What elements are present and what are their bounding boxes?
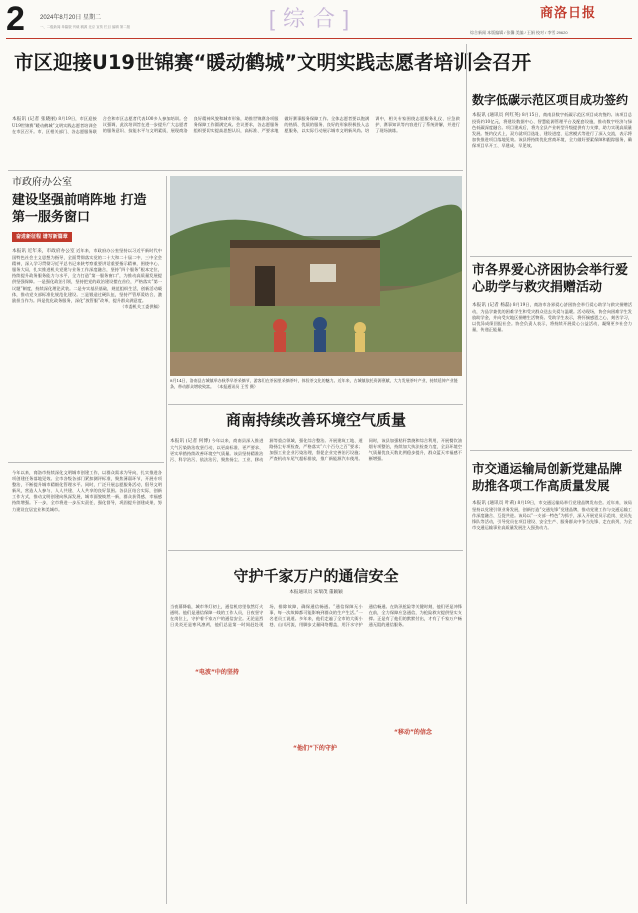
right2-body (472, 302, 632, 444)
photo-illustration (170, 176, 462, 376)
right3-byline: 本报讯 (通讯员 叶莉) (472, 501, 517, 506)
air-text: 今年以来，商南县深入推进大气污染防治攻坚行动，以更高标准、更严要求、更实举措持续改善环境空气质量。该县坚持精准治污、科学治污、依法治污，聚焦扬尘、工业、移动源等重点领域，强化综合整治。开展建筑工地、道路扬尘专项检查，严格落实“六个百分之百”要求；加强工业企业污染治理，督促企业完善治污设施；严查机动车尾气超标排放，推广新能源汽车使用。同时，该县加强秸秆禁烧和综合利用，开展餐饮油烟专项整治，持续加大执法检查力度，全县环境空气质量优良天数比例稳步提升，群众蓝天幸福感不断增强。 (170, 438, 462, 463)
left-bottom-body (12, 470, 162, 900)
right1-body (472, 112, 632, 250)
bottom-subhead-1: “电波”中的坚持 (170, 668, 264, 678)
divider (470, 256, 632, 257)
photo-credit: （本报通讯员 王雪 摄） (215, 383, 258, 389)
gov-headline: 建设坚强前哨阵地 打造第一服务窗口 (12, 193, 147, 225)
bottom-subhead-2: “他们”下的守护 (268, 744, 362, 754)
divider (466, 44, 467, 904)
divider (8, 462, 164, 463)
bottom-body (170, 604, 462, 904)
air-headline: 商南持续改善环境空气质量 (225, 411, 406, 429)
page-number: 2 (6, 0, 25, 38)
right1-headline: 数字低碳示范区项目成功签约 (472, 93, 629, 107)
divider (8, 170, 463, 171)
lead-headline: 市区迎接U19世锦赛“暖动鹤城”文明实践志愿者培训会召开 (14, 51, 532, 74)
right2-byline: 本报讯 (记者 杨磊) (472, 303, 512, 308)
right3-text: 8月19日，市交通运输局举行党建品牌发布会。近年来，该局坚持以党建引领业务发展，创新打造“交通先锋”党建品牌，推动党建工作与交通运输工作深度融合、互促共进。该局以“一支部一特色”为抓手，深入开展党员示范岗、党员先锋队等活动，引导党员在项目建设、安全生产、服务群众中争当先锋、走在前列，为全市交通运输事业高质量发展注入强劲动力。 (472, 500, 632, 531)
lead-body (12, 116, 460, 164)
right1-text: 8月15日，商南县数字低碳示范区项目成功签约。该项目总投资约10亿元，将建设数据中心、智慧能源管理平台及配套设施，推动数字经济与绿色低碳深度融合。项目建成后，将为全县产业转型升级提供有力支撑，助力实现高质量发展。签约仪式上，双方就项目选址、建设进度、运营模式等进行了深入交流，表示将加快推进项目落地见效。该县将持续优化营商环境，全力做好要素保障和跟踪服务，确保项目早开工、早建成、早见效。 (472, 112, 632, 149)
bottom-headline: 守护千家万户的通信安全 (233, 567, 399, 585)
right1-byline: 本报讯 (通讯员 何红英) (472, 113, 521, 118)
header-strap: 一、二级新闻 单篇版 刊载 稿源 北京 宣传 栏目 编辑 第二版 (40, 25, 130, 29)
photo-caption: 8月14日，洛南县古城镇举办秋季早茶采摘节，游客们在茶园里采摘茶叶，体验茶文化的魅力。近年来，古城镇依托资源禀赋，大力发展茶叶产业，持续延伸产业链条，带动群众增收致富。 (170, 378, 458, 389)
header-rule (6, 38, 632, 39)
gov-byline2: （市委机关工委供稿） (120, 303, 162, 309)
gov-text: 近年来，市政府办公室坚持以习近平新时代中国特色社会主义思想为指导，全面贯彻落实党的二十大和二十届二中、三中全会精神，深入学习贯彻习近平总书记来陕考察重要讲话重要指示精神，围绕中心、服务大局，扎实推进机关党建与业务工作深度融合，坚持“四个服务”根本定位，持续提升政务服务能力与水平，全力打造“第一服务窗口”，为推动高质量发展提供坚强保障。一是强化政治引领，坚持把党的政治建设摆在首位，严格落实“第一议题”制度，持续深化理论武装。二是夯实基层基础，规范组织生活，创新活动载体，推动党支部标准化规范化建设。三是锻造过硬队伍，坚持严管厚爱结合，激励担当作为。四是优化政务服务，深化“放管服”改革，提升群众满意度。 (12, 248, 162, 303)
gov-tag: 奋进新征程 谱写新篇章 (12, 232, 72, 242)
divider (470, 450, 632, 451)
right3-body (472, 500, 632, 900)
left-bottom-text: 今年以来，商洛市持续深化文明城市创建工作，以群众需求为导向，扎实推进各项创建任务落地见效。全市各级各部门紧扣测评标准，聚焦薄弱环节，开展专项整治，不断提升城市精细化管理水平。同时，广泛开展志愿服务活动，倡导文明新风，营造人人参与、人人共建、人人共享的良好氛围。各县区结合实际，创新工作方式，推动文明创建向纵深发展，城市面貌焕然一新，群众获得感、幸福感持续增强。下一步，全市将进一步压实责任，强化督导，巩固提升创建成果，努力建设宜居宜业和美城市。 (12, 470, 162, 512)
bottom-text-1: 当夜幕降临，城市华灯初上，通信机房里依然灯火通明。他们是通信保障一线的工作人员，日夜坚守在岗位上，守护着千家万户的通信安全。无论是烈日炎炎还是寒风凛冽，他们总是第一时间赶赴现场，排除故障，确保通信畅通。“通信保障无小事，每一次故障都可能影响到群众的生产生活。”一名老员工说道。多年来，他们走遍了全市的大街小巷、山川河流，用脚步丈量网络覆盖，用汗水守护通信畅通。在防汛抢险等关键时刻，他们更是冲锋在前，全力保障应急通信，为抢险救灾提供坚实支撑。正是有了他们的默默付出，才有了千家万户畅通无阻的通信服务。 (170, 604, 462, 628)
bottom-subhead-3: “移动”的信念 (366, 728, 460, 738)
right2-text: 8月19日，商洛市各界爱心济困协会举行爱心助学与救灾捐赠活动，为品学兼优的困难学生和受灾群众送去关爱与温暖。活动现场，协会向困难学生发放助学金，并向受灾地区捐赠生活物资。受助学生表示，将怀揣感恩之心，刻苦学习，以优异成绩回报社会。协会负责人表示，将持续开展爱心公益活动，凝聚更多社会力量，传递正能量。 (472, 302, 632, 333)
divider (166, 176, 167, 904)
right2-headline: 市各界爱心济困协会举行爱心助学与救灾捐赠活动 (472, 263, 629, 295)
editor-line: 综合新闻 本版编辑 / 张馨 美编 / 王娟 校对 / 李雪 29620 (470, 30, 568, 35)
section-title: [综合] (268, 6, 358, 31)
air-byline: 本报讯 (记者 何博) (170, 439, 211, 444)
bottom-byline: 本报通讯员 宋瑞茂 董颖颖 (289, 590, 343, 595)
air-body (170, 438, 462, 544)
divider (168, 550, 463, 551)
newspaper-logo: 商洛日报 (540, 6, 597, 21)
gov-body (12, 248, 162, 458)
issue-date: 2024年8月20日 星期二 (40, 15, 102, 21)
gov-byline: 本报讯 近年来，市政府办公室 (12, 249, 75, 254)
lead-text: 8月19日，市区迎接U19世锦赛“暖动鹤城”文明实践志愿者培训会在市区召开。市、区相关部门、各志愿服务联合会和市区志愿者代表100多人参加培训。会议强调，此次培训旨在进一步提升广大志愿者的服务意识、技能水平与文明素质，展现商洛良好精神风貌和城市形象，助推世锦赛各项服务保障工作圆满完成。会议要求，各志愿服务组织要切实提高思想认识，高标准、严要求地做好赛事服务保障工作。全体志愿者要以饱满的热情、优质的服务、良好的形象积极投入志愿服务，以实际行动展示城市文明新风尚。培训中，相关专家围绕志愿服务礼仪、应急救护、赛事知识等内容进行了系统讲解，并进行了现场演练。 (12, 116, 460, 135)
section-label: 综合 (282, 6, 343, 31)
tea-garden-photo (170, 176, 462, 376)
right3-headline: 市交通运输局创新党建品牌助推各项工作高质量发展 (472, 461, 623, 493)
gov-kicker: 市政府办公室 (12, 177, 72, 188)
lead-byline: 本报讯 (记者 张晓丽) (12, 117, 57, 122)
photo-caption-block (170, 378, 462, 400)
divider (168, 404, 463, 405)
